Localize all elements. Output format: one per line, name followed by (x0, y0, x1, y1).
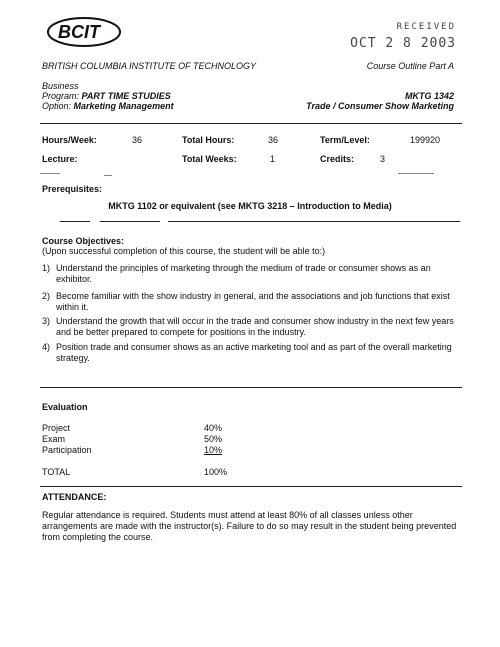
short-divider (398, 173, 434, 174)
divider (40, 486, 462, 487)
hours-week-value: 36 (132, 135, 143, 145)
short-divider (40, 173, 60, 174)
bcit-logo (44, 14, 122, 50)
option-value: Marketing Management (73, 101, 174, 111)
lecture-label: Lecture: (42, 154, 78, 164)
received-stamp (350, 22, 456, 51)
evaluation-row-value: 40% (204, 423, 223, 433)
stamp-date: OCT 2 8 2003 (350, 36, 456, 51)
evaluation-total-label: TOTAL (42, 467, 71, 477)
credits-label: Credits: (320, 154, 355, 164)
total-hours-value: 36 (268, 135, 279, 145)
evaluation-row-label: Project (42, 423, 71, 433)
objective-number: 2) (42, 291, 51, 301)
objective-item (42, 291, 462, 313)
divider (40, 123, 462, 124)
credits-value: 3 (380, 154, 386, 164)
term-level-value: 199920 (410, 135, 441, 145)
objective-number: 1) (42, 263, 51, 273)
evaluation-total-value: 100% (204, 467, 228, 477)
school-name: Business (42, 81, 79, 91)
doc-type: Course Outline Part A (366, 61, 454, 71)
evaluation-row-label: Participation (42, 445, 92, 455)
short-divider (60, 221, 90, 222)
objective-text: Understand the growth that will occur in the trade and consumer show industry in the next few years and be better prepared to compete for positions in the industry. (56, 316, 454, 337)
course-title: Trade / Consumer Show Marketing (306, 101, 454, 111)
objective-number: 3) (42, 316, 51, 326)
prerequisites-heading: Prerequisites: (42, 184, 103, 194)
program-value: PART TIME STUDIES (81, 91, 171, 101)
hours-week-label: Hours/Week: (42, 135, 97, 145)
short-divider (104, 175, 112, 176)
objective-text: Position trade and consumer shows as an active marketing tool and as part of the overall marketing strategy. (56, 342, 452, 363)
program-label: Program: (42, 91, 80, 101)
objective-text: Become familiar with the show industry in general, and the associations and job functions that exist within it. (56, 291, 450, 312)
divider (40, 387, 462, 388)
total-weeks-value: 1 (270, 154, 276, 164)
objectives-heading: Course Objectives: (42, 236, 125, 246)
total-weeks-label: Total Weeks: (182, 154, 237, 164)
attendance-heading: ATTENDANCE: (42, 492, 107, 502)
option-line (42, 101, 174, 112)
objective-item (42, 342, 462, 364)
objective-item (42, 316, 462, 338)
course-code: MKTG 1342 (404, 91, 454, 101)
stamp-received-text: RECEIVED (396, 22, 456, 32)
objective-text: Understand the principles of marketing through the medium of trade or consumer shows as an exhibitor. (56, 263, 431, 284)
evaluation-heading: Evaluation (42, 402, 88, 412)
short-divider (100, 221, 160, 222)
total-hours-label: Total Hours: (182, 135, 235, 145)
option-label: Option: (42, 101, 72, 111)
logo-text: BCIT (58, 22, 100, 42)
prerequisites-text: MKTG 1102 or equivalent (see MKTG 3218 – Introduction to Media) (108, 201, 392, 211)
objective-item (42, 263, 462, 285)
evaluation-row-value: 50% (204, 434, 223, 444)
term-level-label: Term/Level: (320, 135, 370, 145)
evaluation-row-value: 10% (204, 445, 223, 455)
attendance-text: Regular attendance is required. Students must attend at least 80% of all classes unless other arrangements are made with the instructor(s). Failure to do so may result in the student being prevented from completing the course. (42, 510, 457, 542)
institute-name: BRITISH COLUMBIA INSTITUTE OF TECHNOLOGY (42, 61, 257, 71)
objective-number: 4) (42, 342, 51, 352)
divider (168, 221, 460, 222)
evaluation-row-label: Exam (42, 434, 66, 444)
objectives-intro: (Upon successful completion of this course, the student will be able to:) (42, 246, 326, 256)
